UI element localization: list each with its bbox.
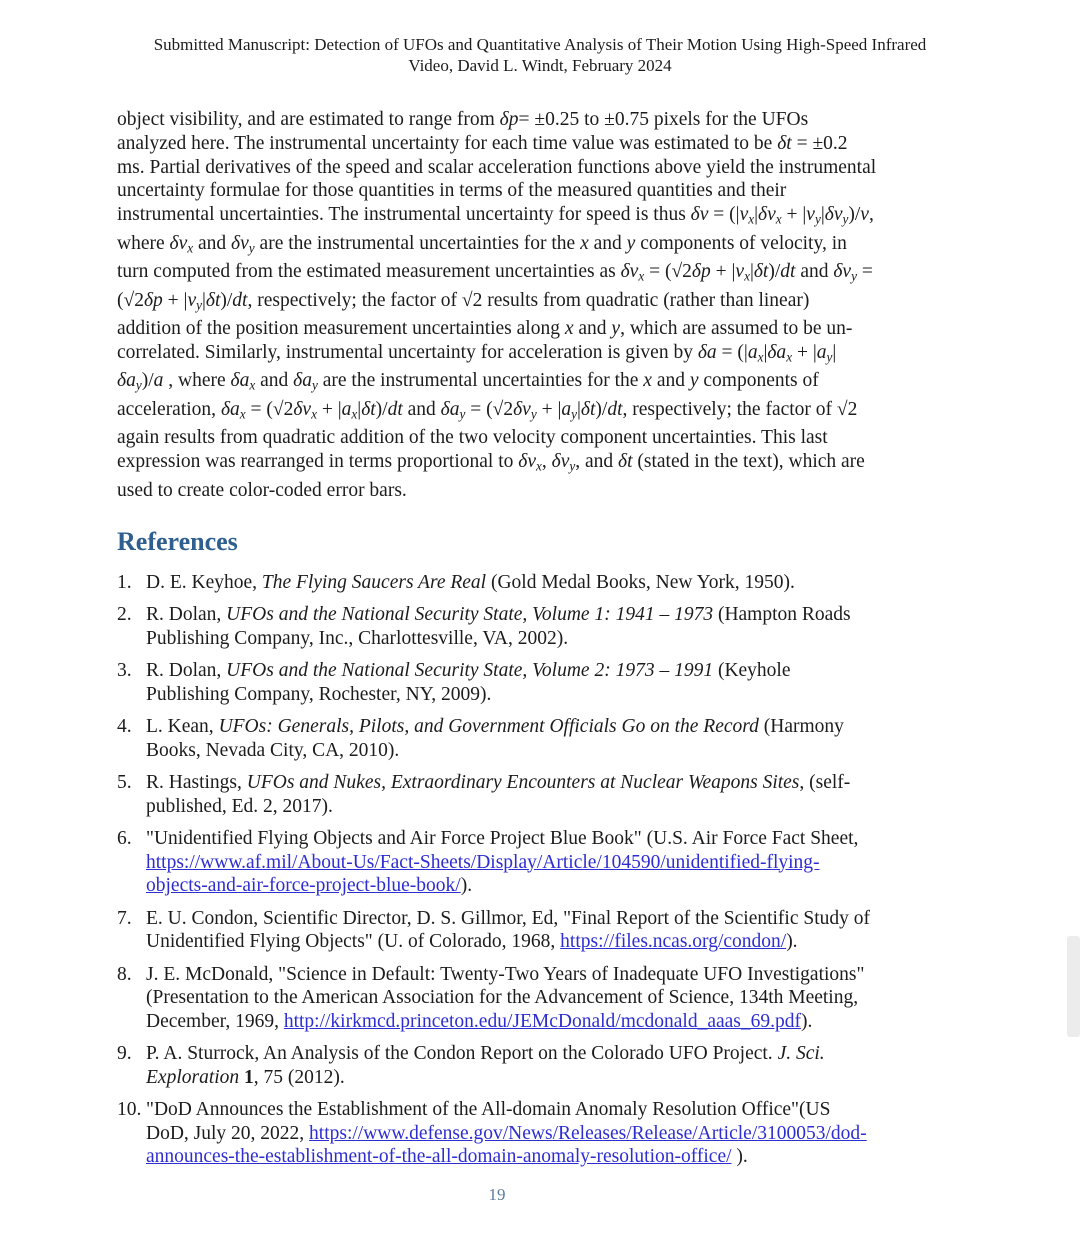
text-run: a — [561, 398, 572, 420]
text-run: x — [536, 458, 542, 474]
text-run: ). — [731, 1146, 748, 1168]
text-run: x — [249, 378, 256, 394]
text-run: δp — [143, 289, 163, 311]
text-run: v — [739, 204, 749, 226]
text-run: object visibility, and are estimated to range from — [117, 109, 500, 130]
text-run: y — [196, 297, 202, 313]
text-run: UFOs: Generals, Pilots, and Government Officials Go on the Record — [218, 716, 759, 738]
text-run: δa — [220, 398, 240, 420]
text-run: y — [530, 406, 537, 422]
text-run: and — [255, 370, 294, 392]
text-run: )/ — [141, 370, 154, 392]
text-run: y — [135, 378, 142, 394]
text-run: and — [573, 318, 612, 340]
reference-item — [117, 827, 877, 898]
header-line-1: Submitted Manuscript: Detection of UFOs and Quantitative Analysis of Their Motion Using High-Speed Infrared — [153, 35, 927, 54]
text-run: x — [786, 349, 793, 365]
references-heading: References — [117, 526, 238, 556]
text-run: , and — [575, 451, 619, 473]
text-run: "Unidentified Flying Objects and Air Force Project Blue Book" (U.S. Air Force Fact Sheet, — [146, 828, 859, 850]
text-run: | — [357, 398, 362, 420]
reference-number: 6. — [117, 828, 132, 850]
running-header — [0, 35, 1080, 76]
text-run: D. E. Keyhoe, — [146, 571, 262, 593]
text-run: and — [588, 232, 627, 254]
text-run: UFOs and Nukes, Extraordinary Encounters at Nuclear Weapons Sites — [246, 772, 800, 794]
reference-number: 8. — [117, 963, 132, 985]
text-run: δt — [580, 398, 596, 420]
text-run: x — [351, 406, 358, 422]
reference-number: 7. — [117, 907, 132, 929]
reference-number: 9. — [117, 1043, 132, 1065]
text-run: δv — [518, 451, 536, 473]
text-run: J. E. McDonald, "Science in Default: Twenty-Two Years of Inadequate UFO Investigations" (Presentation to the American Association for the Advancement of Science, 134th Meeting, December, 1969, — [146, 963, 865, 1032]
text-run: v — [187, 289, 197, 311]
text-run: ). — [786, 931, 798, 953]
text-run: √2 — [461, 289, 483, 311]
text-run: v — [860, 204, 869, 226]
text-run: J. Sci. Exploration — [146, 1043, 825, 1088]
page-number: 19 — [488, 1185, 506, 1204]
text-run: = ( — [245, 398, 273, 420]
reference-number: 3. — [117, 660, 132, 682]
reference-text — [146, 715, 877, 762]
text-run: a — [341, 398, 352, 420]
text-run: R. Dolan, — [146, 604, 227, 626]
text-run: x — [638, 268, 645, 284]
text-run: (Keyhole Publishing Company, Rochester, NY, 2009). — [146, 660, 791, 705]
text-run: are the instrumental uncertainties for the — [254, 232, 581, 254]
text-run: x — [744, 268, 750, 284]
text-run: δt — [753, 261, 769, 283]
text-run: x — [775, 211, 782, 227]
text-run: δt — [205, 289, 221, 311]
text-run: | — [763, 341, 768, 363]
text-run: = ±0.2 ms. Partial derivatives of the speed and scalar acceleration functions above yield the instrumental uncertainty formulae for those quantities in terms of the measured quantities and their instrumental uncertainties. The instrumental uncertainty for speed is thus — [117, 132, 877, 226]
text-run: y — [248, 240, 255, 256]
reference-item — [117, 771, 877, 818]
document-body — [117, 108, 877, 1178]
text-run: + | — [792, 341, 817, 363]
text-run: )/ — [595, 398, 608, 420]
text-run: dt — [607, 398, 623, 420]
text-run: δv — [231, 232, 249, 254]
text-run: √2 — [492, 398, 514, 420]
text-run: and — [402, 398, 441, 420]
text-run: , which are assumed to be un-correlated. Similarly, instrumental uncertainty for acceleration is given by — [117, 318, 853, 363]
text-run: 1 — [244, 1066, 254, 1088]
text-run: and — [795, 261, 834, 283]
text-run: )/ — [220, 289, 233, 311]
text-run: , (self-published, Ed. 2, 2017). — [146, 772, 851, 817]
text-run: y — [311, 378, 318, 394]
reference-text — [146, 1098, 877, 1169]
reference-number: 2. — [117, 604, 132, 626]
text-run: y — [611, 318, 621, 340]
text-run: The Flying Saucers Are Real — [261, 571, 487, 593]
text-run: dt — [232, 289, 248, 311]
text-run: , respectively; the factor of — [622, 398, 837, 420]
text-run: + | — [536, 398, 562, 420]
text-run: y — [851, 268, 857, 284]
text-run: "DoD Announces the Establishment of the All-domain Anomaly Resolution Office"(US DoD, July 20, 2022, — [146, 1099, 831, 1144]
text-run: R. Hastings, — [146, 772, 247, 794]
reference-item — [117, 659, 877, 706]
text-run: UFOs and the National Security State, Volume 1: 1941 – 1973 — [226, 604, 714, 626]
text-run: y — [826, 349, 833, 365]
text-run: δv — [824, 204, 843, 226]
text-run: L. Kean, — [146, 716, 219, 738]
text-run: y — [814, 211, 821, 227]
text-run: √2 — [836, 398, 858, 420]
text-run: and — [651, 370, 690, 392]
reference-text — [146, 963, 877, 1034]
reference-text — [146, 771, 877, 818]
text-run: = ( — [117, 261, 873, 311]
scrollbar-thumb[interactable] — [1067, 936, 1080, 1037]
text-run: δa — [230, 370, 250, 392]
text-run: | — [754, 204, 759, 226]
reference-text — [146, 603, 877, 650]
page-footer — [117, 1185, 877, 1205]
text-run: components of acceleration, — [117, 370, 819, 420]
text-run: y — [571, 406, 578, 422]
text-run: x — [564, 318, 574, 340]
text-run: + | — [162, 289, 188, 311]
text-run: δv — [551, 451, 570, 473]
reference-text — [146, 1042, 877, 1089]
text-run: δa — [767, 341, 787, 363]
text-run: y — [459, 406, 466, 422]
text-run: √2 — [272, 398, 294, 420]
text-run: y — [689, 370, 699, 392]
text-run: x — [643, 370, 652, 392]
text-run: δa — [440, 398, 460, 420]
reference-text — [146, 907, 877, 954]
text-run: P. A. Sturrock, An Analysis of the Condon Report on the Colorado UFO Project. — [146, 1043, 778, 1065]
text-run: x — [580, 232, 589, 254]
text-run: x — [748, 211, 755, 227]
uncertainty-paragraph — [117, 108, 877, 503]
text-run: = (| — [716, 341, 748, 363]
text-run: y — [626, 232, 636, 254]
text-run: | — [749, 261, 754, 283]
text-run: = ±0.25 to ±0.75 pixels for the UFOs analyzed here. The instrumental uncertainty for each time value was estimated to be — [117, 109, 809, 154]
text-run: √2 — [671, 261, 692, 283]
reference-item — [117, 1098, 877, 1169]
text-run: ). — [460, 875, 473, 897]
reference-link[interactable]: http://kirkmcd.princeton.edu/JEMcDonald/mcdonald_aaas_69.pdf — [283, 1010, 802, 1032]
text-run: , where — [163, 370, 231, 392]
text-run: a — [747, 341, 758, 363]
text-run: δt — [618, 451, 633, 473]
text-run: ). — [801, 1010, 813, 1032]
text-run: = ( — [465, 398, 493, 420]
text-run: , where — [117, 204, 874, 254]
text-run: UFOs and the National Security State, Volume 2: 1973 – 1991 — [226, 660, 714, 682]
text-run: + | — [781, 204, 807, 226]
text-run: E. U. Condon, Scientific Director, D. S. Gillmor, Ed, "Final Report of the Scientific Study of Unidentified Flying Objects" (U. of Colorado, 1968, — [146, 907, 871, 953]
text-run: x — [239, 406, 246, 422]
text-run: are the instrumental uncertainties for the — [317, 370, 644, 392]
text-run: a — [816, 341, 827, 363]
text-run: δt — [361, 398, 376, 420]
text-run: y — [842, 211, 849, 227]
text-run: )/ — [375, 398, 388, 420]
text-run: dt — [387, 398, 403, 420]
text-run: δv — [513, 398, 531, 420]
reference-item — [117, 603, 877, 650]
reference-text — [146, 827, 877, 898]
text-run: again results from quadratic addition of the two velocity component uncertainties. This last expression was rearranged in terms proportional to — [117, 427, 828, 473]
text-run: δa — [697, 341, 717, 363]
text-run: y — [569, 458, 576, 474]
reference-item — [117, 963, 877, 1034]
reference-link[interactable]: https://www.defense.gov/News/Releases/Release/Article/3100053/dod-announces-the-establishment-of-the-all-domain-anomaly-resolution-office/ — [146, 1122, 867, 1168]
text-run: = (| — [708, 204, 740, 226]
text-run: , 75 (2012). — [253, 1066, 345, 1088]
text-run: δa — [117, 370, 136, 392]
header-line-2: Video, David L. Windt, February 2024 — [408, 55, 672, 75]
text-run: = ( — [644, 261, 672, 283]
text-run: and — [193, 232, 232, 254]
text-run: δt — [777, 132, 792, 154]
reference-link[interactable]: https://www.af.mil/About-Us/Fact-Sheets/Display/Article/104590/unidentified-flying-objects-and-air-force-project-blue-book/ — [146, 851, 820, 897]
text-run: δa — [293, 370, 312, 392]
text-run: δv — [690, 204, 709, 226]
reference-number: 1. — [117, 571, 132, 593]
text-run: | — [820, 204, 825, 226]
text-run: δp — [691, 261, 711, 283]
reference-text — [146, 659, 877, 706]
text-run: x — [757, 349, 764, 365]
text-run: (stated in the text), which are used to create color-coded error bars. — [117, 451, 865, 501]
text-run: R. Dolan, — [146, 660, 227, 682]
text-run: δp — [499, 109, 519, 130]
text-run: x — [311, 406, 317, 422]
text-run: (Gold Medal Books, New York, 1950). — [486, 571, 795, 593]
text-run: dt — [780, 261, 796, 283]
reference-number: 5. — [117, 772, 132, 794]
reference-item — [117, 1042, 877, 1089]
text-run: results from quadratic (rather than linear) addition of the position measurement uncertainties along — [117, 289, 810, 340]
text-run: + | — [316, 398, 342, 420]
text-run: δv — [758, 204, 776, 226]
text-run: )/ — [848, 204, 861, 226]
reference-number: 4. — [117, 716, 132, 738]
text-run: δv — [620, 261, 639, 283]
text-run: + | — [710, 261, 736, 283]
text-run: | — [201, 289, 206, 311]
reference-link[interactable]: https://files.ncas.org/condon/ — [560, 931, 787, 953]
text-run: components of velocity, in turn computed from the estimated measurement uncertainties as — [117, 232, 847, 283]
reference-item — [117, 715, 877, 762]
reference-text — [146, 571, 877, 595]
text-run: )/ — [768, 261, 781, 283]
text-run: (Hampton Roads Publishing Company, Inc., Charlottesville, VA, 2002). — [146, 604, 851, 649]
text-run: v — [735, 261, 745, 283]
text-run: v — [806, 204, 815, 226]
text-run: , — [541, 451, 552, 473]
text-run: δv — [169, 232, 188, 254]
text-run: √2 — [123, 289, 144, 311]
text-run: | — [577, 398, 581, 420]
text-run: a — [153, 370, 164, 392]
text-run: | — [832, 341, 837, 363]
text-run: δv — [293, 398, 312, 420]
references-list — [117, 571, 877, 1169]
text-run: (Harmony Books, Nevada City, CA, 2010). — [146, 716, 844, 761]
text-run: δv — [833, 261, 852, 283]
reference-number: 10. — [117, 1099, 142, 1121]
text-run: x — [187, 240, 194, 256]
reference-item — [117, 907, 877, 954]
reference-item — [117, 571, 877, 595]
text-run: , respectively; the factor of — [247, 289, 462, 311]
